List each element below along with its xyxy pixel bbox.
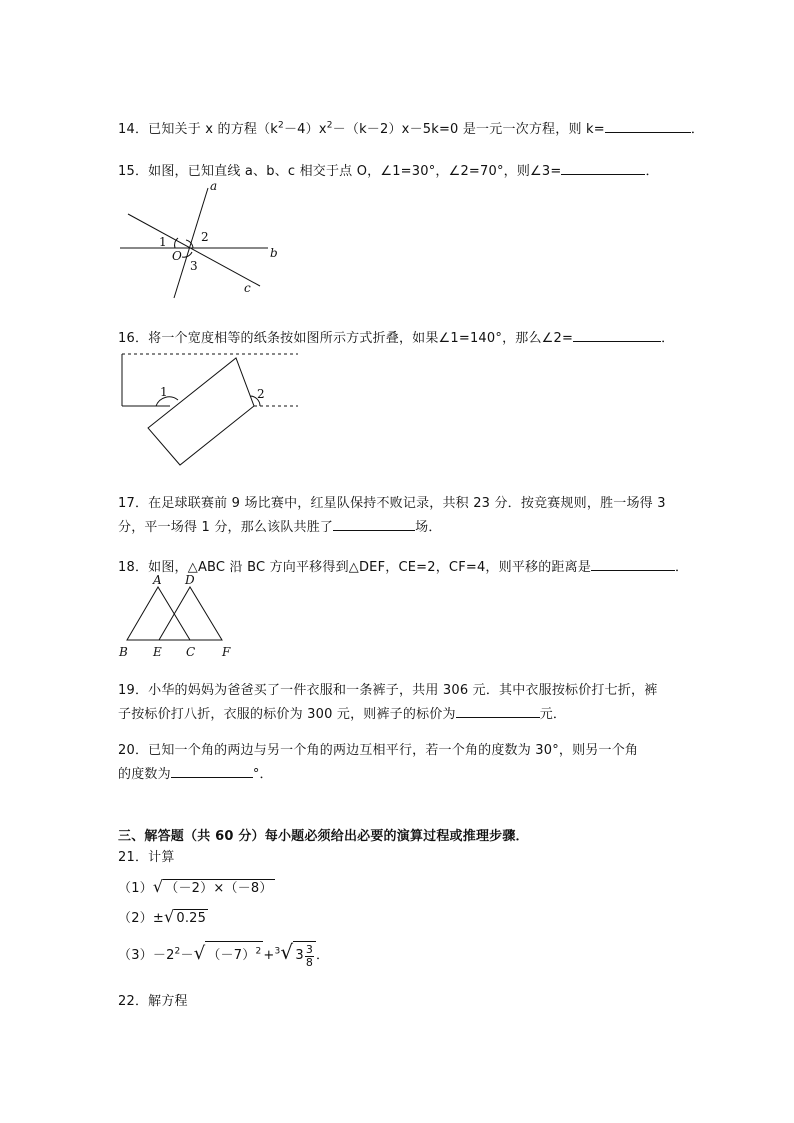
triangle-abc	[127, 587, 190, 640]
label-a: a	[210, 180, 218, 193]
question-16: 16．将一个宽度相等的纸条按如图所示方式折叠，如果∠1=140°，那么∠2= ．	[118, 328, 674, 348]
cube-root-index: 3	[274, 946, 281, 957]
label-B: B	[119, 645, 128, 659]
question-22-title: 22．解方程	[118, 994, 188, 1009]
label-angle-2: 2	[201, 230, 209, 244]
label-angle-1: 1	[160, 385, 168, 399]
label-angle-3: 3	[190, 259, 198, 273]
question-19-line-2: 子按标价打八折，衣服的标价为 300 元，则裤子的标价为 元．	[118, 704, 566, 724]
cube-root-radicand: 3 3 8	[293, 941, 316, 970]
question-20-line-1: 20．已知一个角的两边与另一个角的两边互相平行，若一个角的度数为 30°，则另一个角	[118, 743, 639, 758]
sqrt-icon: √	[163, 907, 175, 926]
question-20-line-2: 的度数为 °．	[118, 764, 273, 784]
question-15: 15．如图，已知直线 a、b、c 相交于点 O，∠1=30°，∠2=70°，则∠3= ．	[118, 161, 659, 181]
label-c: c	[244, 281, 251, 295]
cube-root-icon: √	[280, 940, 294, 964]
answer-blank[interactable]	[333, 517, 415, 531]
label-F: F	[222, 645, 231, 659]
q21-part-1: （1）√ （－2）×（－8）	[118, 877, 273, 896]
figure-intersecting-lines	[118, 180, 293, 300]
label-E: E	[153, 645, 162, 659]
answer-blank[interactable]	[573, 328, 661, 342]
question-21-title: 21．计算	[118, 850, 175, 865]
radicand: 0.25	[176, 911, 207, 926]
label-C: C	[186, 645, 196, 659]
label-angle-1: 1	[159, 235, 167, 249]
sqrt-icon: √	[152, 877, 164, 896]
triangle-def	[159, 587, 222, 640]
answer-blank[interactable]	[591, 557, 675, 571]
fraction: 3 8	[305, 942, 314, 969]
answer-blank[interactable]	[171, 764, 253, 778]
answer-blank[interactable]	[456, 704, 540, 718]
question-18: 18．如图，△ABC 沿 BC 方向平移得到△DEF，CE=2，CF=4，则平移的距离是 ．	[118, 557, 688, 577]
label-o: O	[172, 249, 182, 263]
question-17-line-1: 17．在足球联赛前 9 场比赛中，红星队保持不败记录，共积 23 分．按竞赛规则，胜一场得 3	[118, 496, 666, 511]
question-19-line-1: 19．小华的妈妈为爸爸买了一件衣服和一条裤子，共用 306 元．其中衣服按标价打七折，裤	[118, 683, 658, 698]
section-3-heading: 三、解答题（共 60 分）每小题必须给出必要的演算过程或推理步骤．	[118, 829, 529, 844]
label-angle-2: 2	[257, 387, 265, 401]
q21-part-3: $(3)-2^2-√$ $(-7)^2 +^3√$ 3 3 8 ．	[118, 940, 330, 969]
figure-translated-triangles	[115, 572, 245, 662]
answer-blank[interactable]	[605, 119, 691, 133]
sqrt-icon: √	[193, 943, 206, 964]
label-A: A	[153, 573, 162, 587]
question-14: 14．已知关于 x 的方程$(k^2-4)x^2-(k-2)x-5k=0$ 是一元一次方程，则 k= ．	[118, 120, 705, 137]
q21-part-2: （2）±√ 0.25	[118, 907, 207, 926]
answer-blank[interactable]	[561, 161, 645, 175]
folded-part	[148, 358, 254, 465]
line-c	[128, 214, 260, 286]
figure-folded-strip	[118, 350, 303, 468]
label-b: b	[270, 246, 278, 260]
label-D: D	[185, 573, 195, 587]
radicand: （－2）×（－8）	[165, 881, 273, 896]
question-17-line-2: 分，平一场得 1 分，那么该队共胜了 场．	[118, 517, 442, 537]
